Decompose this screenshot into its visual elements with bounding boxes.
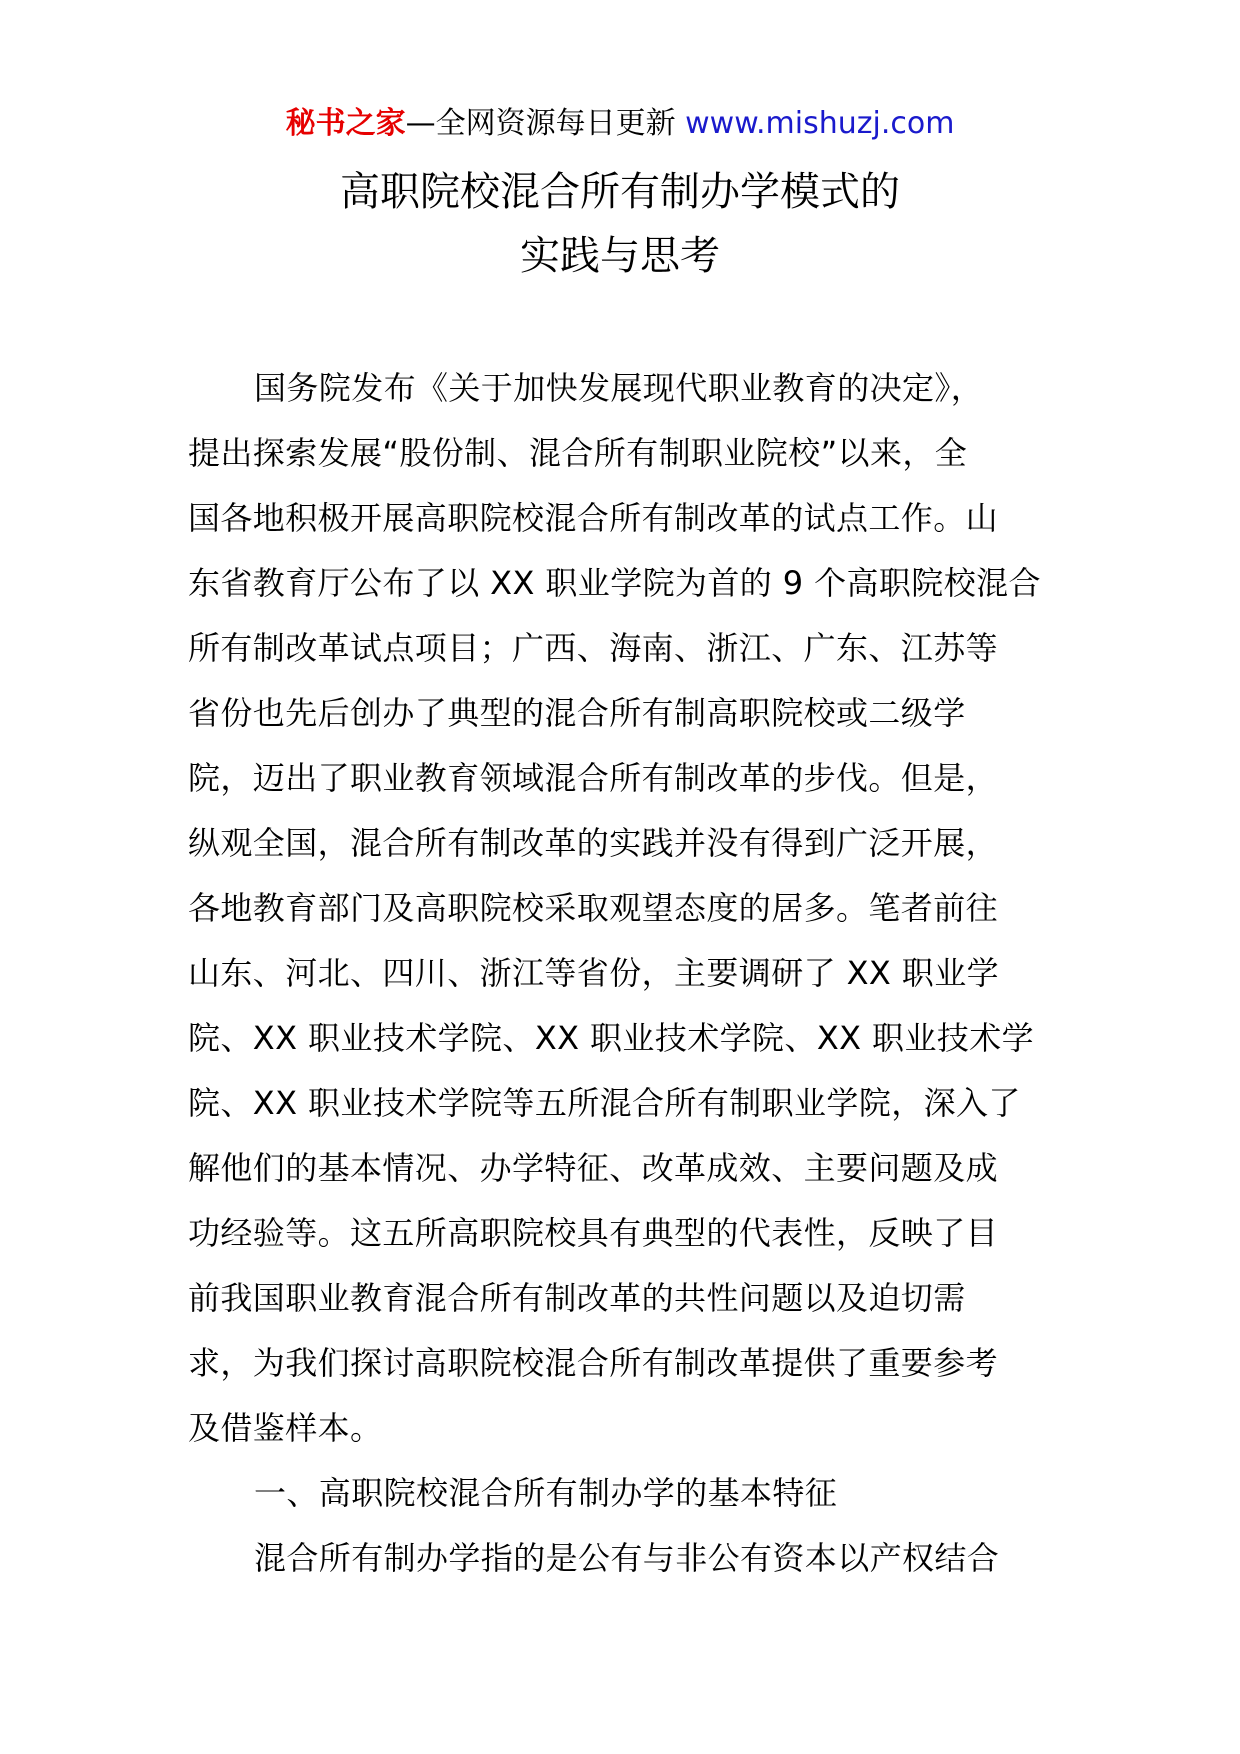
body-line: 省份也先后创办了典型的混合所有制高职院校或二级学 bbox=[188, 694, 966, 732]
body-line: 功经验等。这五所高职院校具有典型的代表性，反映了目 bbox=[188, 1214, 999, 1252]
title-line-2: 实践与思考 bbox=[520, 233, 720, 279]
body-line: 国各地积极开展高职院校混合所有制改革的试点工作。山 bbox=[188, 499, 999, 537]
body-line: 山东、河北、四川、浙江等省份，主要调研了 XX 职业学 bbox=[188, 954, 999, 992]
document-body bbox=[188, 356, 1058, 1591]
body-line: 院、XX 职业技术学院、XX 职业技术学院、XX 职业技术学 bbox=[188, 1019, 1035, 1057]
site-tagline: —全网资源每日更新 bbox=[405, 106, 676, 141]
site-brand: 秘书之家 bbox=[285, 106, 406, 141]
body-line: 求，为我们探讨高职院校混合所有制改革提供了重要参考 bbox=[188, 1344, 999, 1382]
title-line-1: 高职院校混合所有制办学模式的 bbox=[340, 169, 900, 215]
body-line: 提出探索发展“股份制、混合所有制职业院校”以来，全 bbox=[188, 434, 968, 472]
body-line: 院、XX 职业技术学院等五所混合所有制职业学院，深入了 bbox=[188, 1084, 1021, 1122]
body-line: 纵观全国，混合所有制改革的实践并没有得到广泛开展， bbox=[188, 824, 999, 862]
body-line: 混合所有制办学指的是公有与非公有资本以产权结合 bbox=[254, 1539, 1000, 1577]
section-heading: 一、高职院校混合所有制办学的基本特征 bbox=[254, 1474, 838, 1512]
body-line: 解他们的基本情况、办学特征、改革成效、主要问题及成 bbox=[188, 1149, 999, 1187]
body-line: 国务院发布《关于加快发展现代职业教育的决定》， bbox=[254, 369, 984, 407]
body-line: 所有制改革试点项目；广西、海南、浙江、广东、江苏等 bbox=[188, 629, 999, 667]
document-title bbox=[0, 160, 1240, 288]
site-url-link[interactable]: www.mishuzj.com bbox=[685, 106, 955, 141]
site-header bbox=[0, 100, 1240, 148]
body-line: 院，迈出了职业教育领域混合所有制改革的步伐。但是， bbox=[188, 759, 999, 797]
body-line: 各地教育部门及高职院校采取观望态度的居多。笔者前往 bbox=[188, 889, 999, 927]
body-line: 前我国职业教育混合所有制改革的共性问题以及迫切需 bbox=[188, 1279, 966, 1317]
body-line: 及借鉴样本。 bbox=[188, 1409, 383, 1447]
body-line: 东省教育厅公布了以 XX 职业学院为首的 9 个高职院校混合 bbox=[188, 564, 1041, 602]
